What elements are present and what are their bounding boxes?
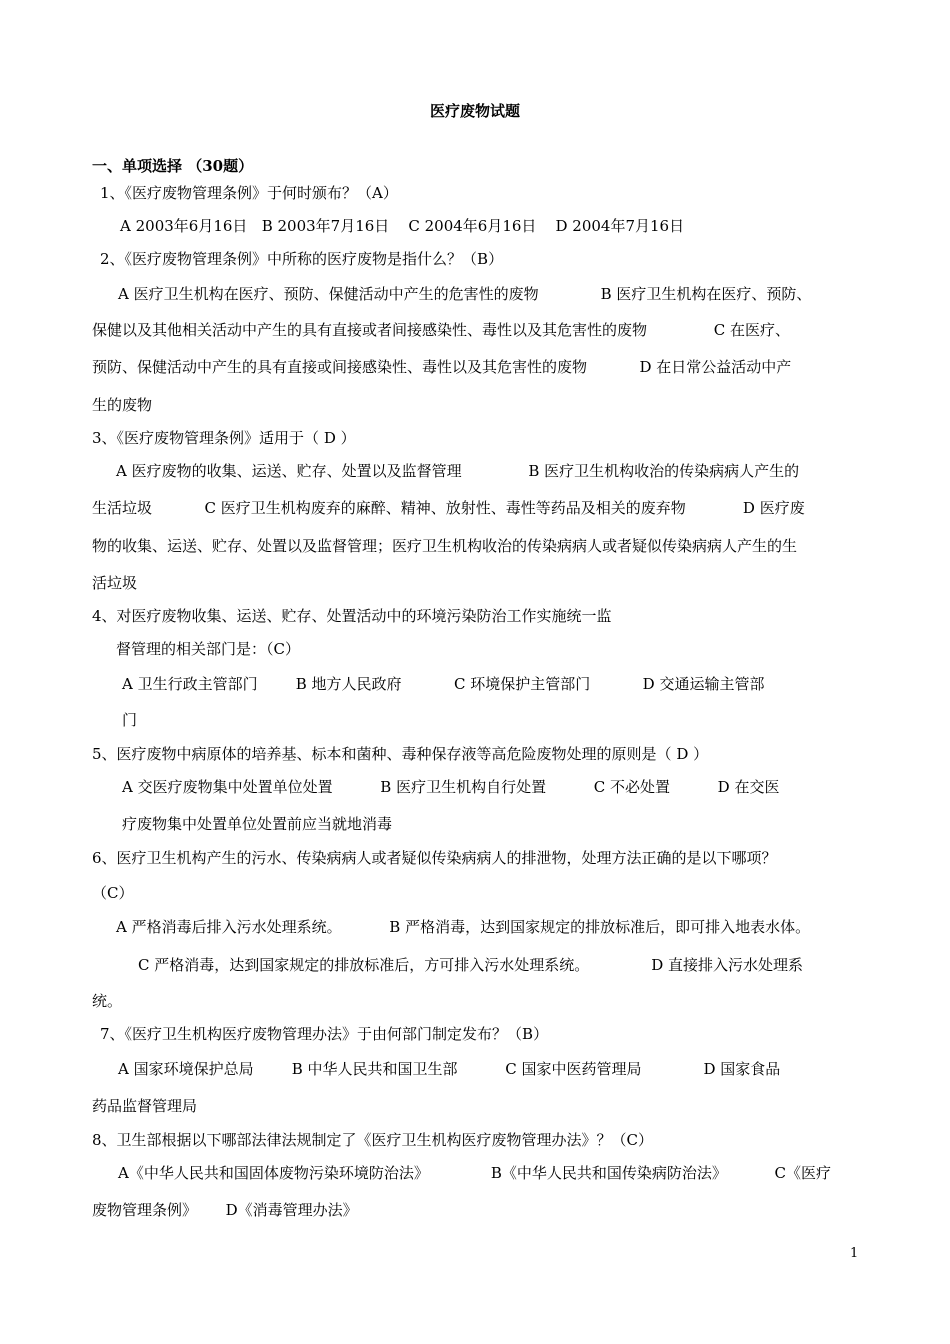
document-title: 医疗废物试题 (429, 102, 520, 120)
options-3-line-4: 活垃圾 (92, 574, 138, 592)
options-2-line-2: 保健以及其他相关活动中产生的具有直接或者间接感染性、毒性以及其危害性的废物 C 在医疗、 (92, 321, 791, 339)
options-1: A 2003年6月16日 B 2003年7月16日 C 2004年6月16日 D 2004年7月16日 (120, 217, 685, 235)
page-number: 1 (850, 1246, 859, 1261)
options-3-line-2: 生活垃圾 C 医疗卫生机构废弃的麻醉、精神、放射性、毒性等药品及相关的废弃物 D 医疗废 (92, 499, 805, 517)
options-3-line-1: A 医疗废物的收集、运送、贮存、处置以及监督管理 B 医疗卫生机构收治的传染病病人产生的 (116, 462, 800, 480)
options-2-line-4: 生的废物 (92, 396, 153, 414)
question-8: 8、卫生部根据以下哪部法律法规制定了《医疗卫生机构医疗废物管理办法》？（C） (92, 1131, 654, 1149)
question-6-line-2: （C） (92, 884, 134, 902)
options-2-line-3: 预防、保健活动中产生的具有直接或间接感染性、毒性以及其危害性的废物 D 在日常公益活动中产 (92, 358, 792, 376)
question-1: 1、《医疗废物管理条例》于何时颁布？（A） (100, 184, 398, 202)
options-7-line-2: 药品监督管理局 (92, 1097, 198, 1115)
options-8-line-1: A《中华人民共和国固体废物污染环境防治法》 B《中华人民共和国传染病防治法》 C《医疗 (118, 1164, 832, 1182)
question-4-line-1: 4、对医疗废物收集、运送、贮存、处置活动中的环境污染防治工作实施统一监 (92, 607, 612, 625)
options-5-line-1: A 交医疗废物集中处置单位处置 B 医疗卫生机构自行处置 C 不必处置 D 在交医 (122, 778, 780, 796)
options-2-line-1: A 医疗卫生机构在医疗、预防、保健活动中产生的危害性的废物 B 医疗卫生机构在医疗、预防、 (118, 285, 812, 303)
options-8-line-2: 废物管理条例》 D《消毒管理办法》 (92, 1201, 358, 1219)
options-6-line-2: C 严格消毒，达到国家规定的排放标准后，方可排入污水处理系统。 D 直接排入污水处理系 (138, 956, 804, 974)
options-6-line-1: A 严格消毒后排入污水处理系统。 B 严格消毒，达到国家规定的排放标准后，即可排入地表水体。 (116, 918, 811, 936)
question-6-line-1: 6、医疗卫生机构产生的污水、传染病病人或者疑似传染病病人的排泄物，处理方法正确的是以下哪项？ (92, 849, 777, 867)
question-2: 2、《医疗废物管理条例》中所称的医疗废物是指什么？（B） (100, 250, 504, 268)
question-3: 3、《医疗废物管理条例》适用于（ D ） (92, 429, 356, 447)
options-6-line-3: 统。 (92, 992, 123, 1010)
options-4-line-2: 门 (122, 711, 138, 729)
question-5: 5、医疗废物中病原体的培养基、标本和菌种、毒种保存液等高危险废物处理的原则是（ D ） (92, 745, 709, 763)
options-4-line-1: A 卫生行政主管部门 B 地方人民政府 C 环境保护主管部门 D 交通运输主管部 (122, 675, 765, 693)
question-7: 7、《医疗卫生机构医疗废物管理办法》于由何部门制定发布？（B） (100, 1025, 549, 1043)
section-heading: 一、单项选择 （30题） (92, 157, 254, 175)
options-5-line-2: 疗废物集中处置单位处置前应当就地消毒 (122, 815, 393, 833)
question-4-line-2: 督管理的相关部门是：（C） (116, 640, 300, 658)
options-3-line-3: 物的收集、运送、贮存、处置以及监督管理；医疗卫生机构收治的传染病病人或者疑似传染病病人产生的生 (92, 537, 798, 555)
options-7-line-1: A 国家环境保护总局 B 中华人民共和国卫生部 C 国家中医药管理局 D 国家食品 (118, 1060, 781, 1078)
